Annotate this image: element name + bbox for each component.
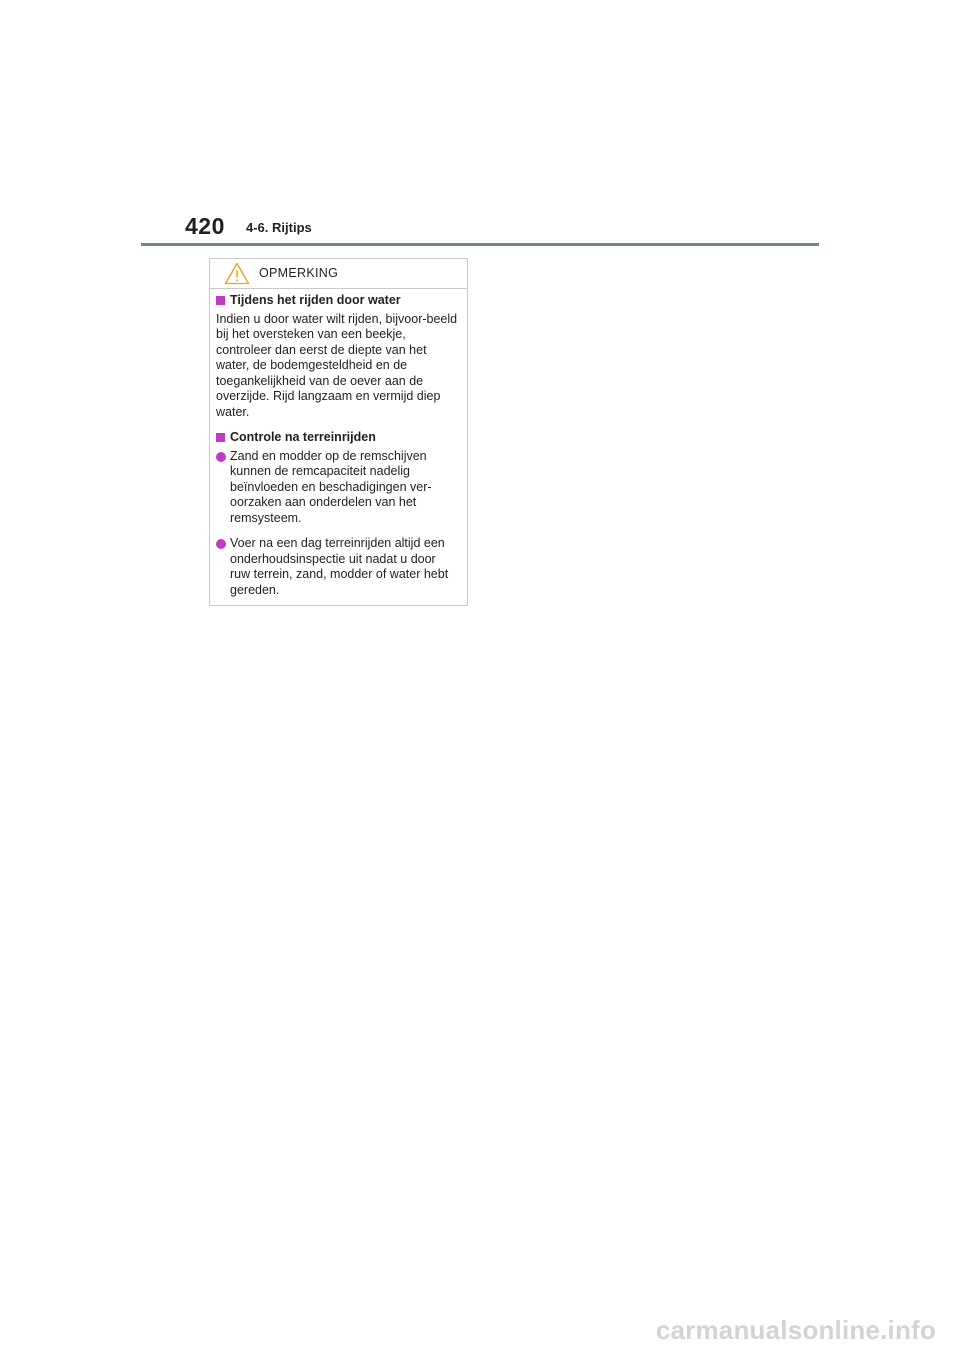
header-rule [141,243,819,246]
subheading-check [216,430,459,446]
section-title: 4-6. Rijtips [246,220,312,235]
watermark: carmanualsonline.info [655,1315,936,1345]
square-bullet-icon [216,296,225,305]
square-bullet-icon [216,433,225,442]
list-item [216,536,459,598]
dot-bullet-icon [216,452,226,462]
notice-title: OPMERKING [259,266,339,280]
notice-box [209,258,468,606]
subheading-check-text: Controle na terreinrijden [230,430,376,444]
notice-header [210,259,467,289]
list-item-text: Voer na een dag terreinrijden altijd een onderhoudsinspectie uit nadat u door ruw terrein, zand, modder of water hebt gereden. [230,536,449,597]
paragraph-water: Indien u door water wilt rijden, bijvoor-beeld bij het oversteken van een beekje, controleer dan eerst de diepte van het water, de bodemgesteldheid en de toegankelijkheid van de oever aan de overzijde. Rijd langzaam en vermijd diep water. [216,311,458,419]
notice-body [210,289,467,598]
subheading-water [216,293,459,309]
subheading-water-text: Tijdens het rijden door water [230,293,401,307]
warning-triangle-icon [224,262,250,285]
list-item [216,449,459,527]
dot-bullet-icon [216,539,226,549]
list-item-text: Zand en modder op de remschijven kunnen de remcapaciteit nadelig beïnvloeden en beschadigingen ver-oorzaken aan onderdelen van het remsysteem. [230,448,432,525]
page-number: 420 [185,213,225,239]
